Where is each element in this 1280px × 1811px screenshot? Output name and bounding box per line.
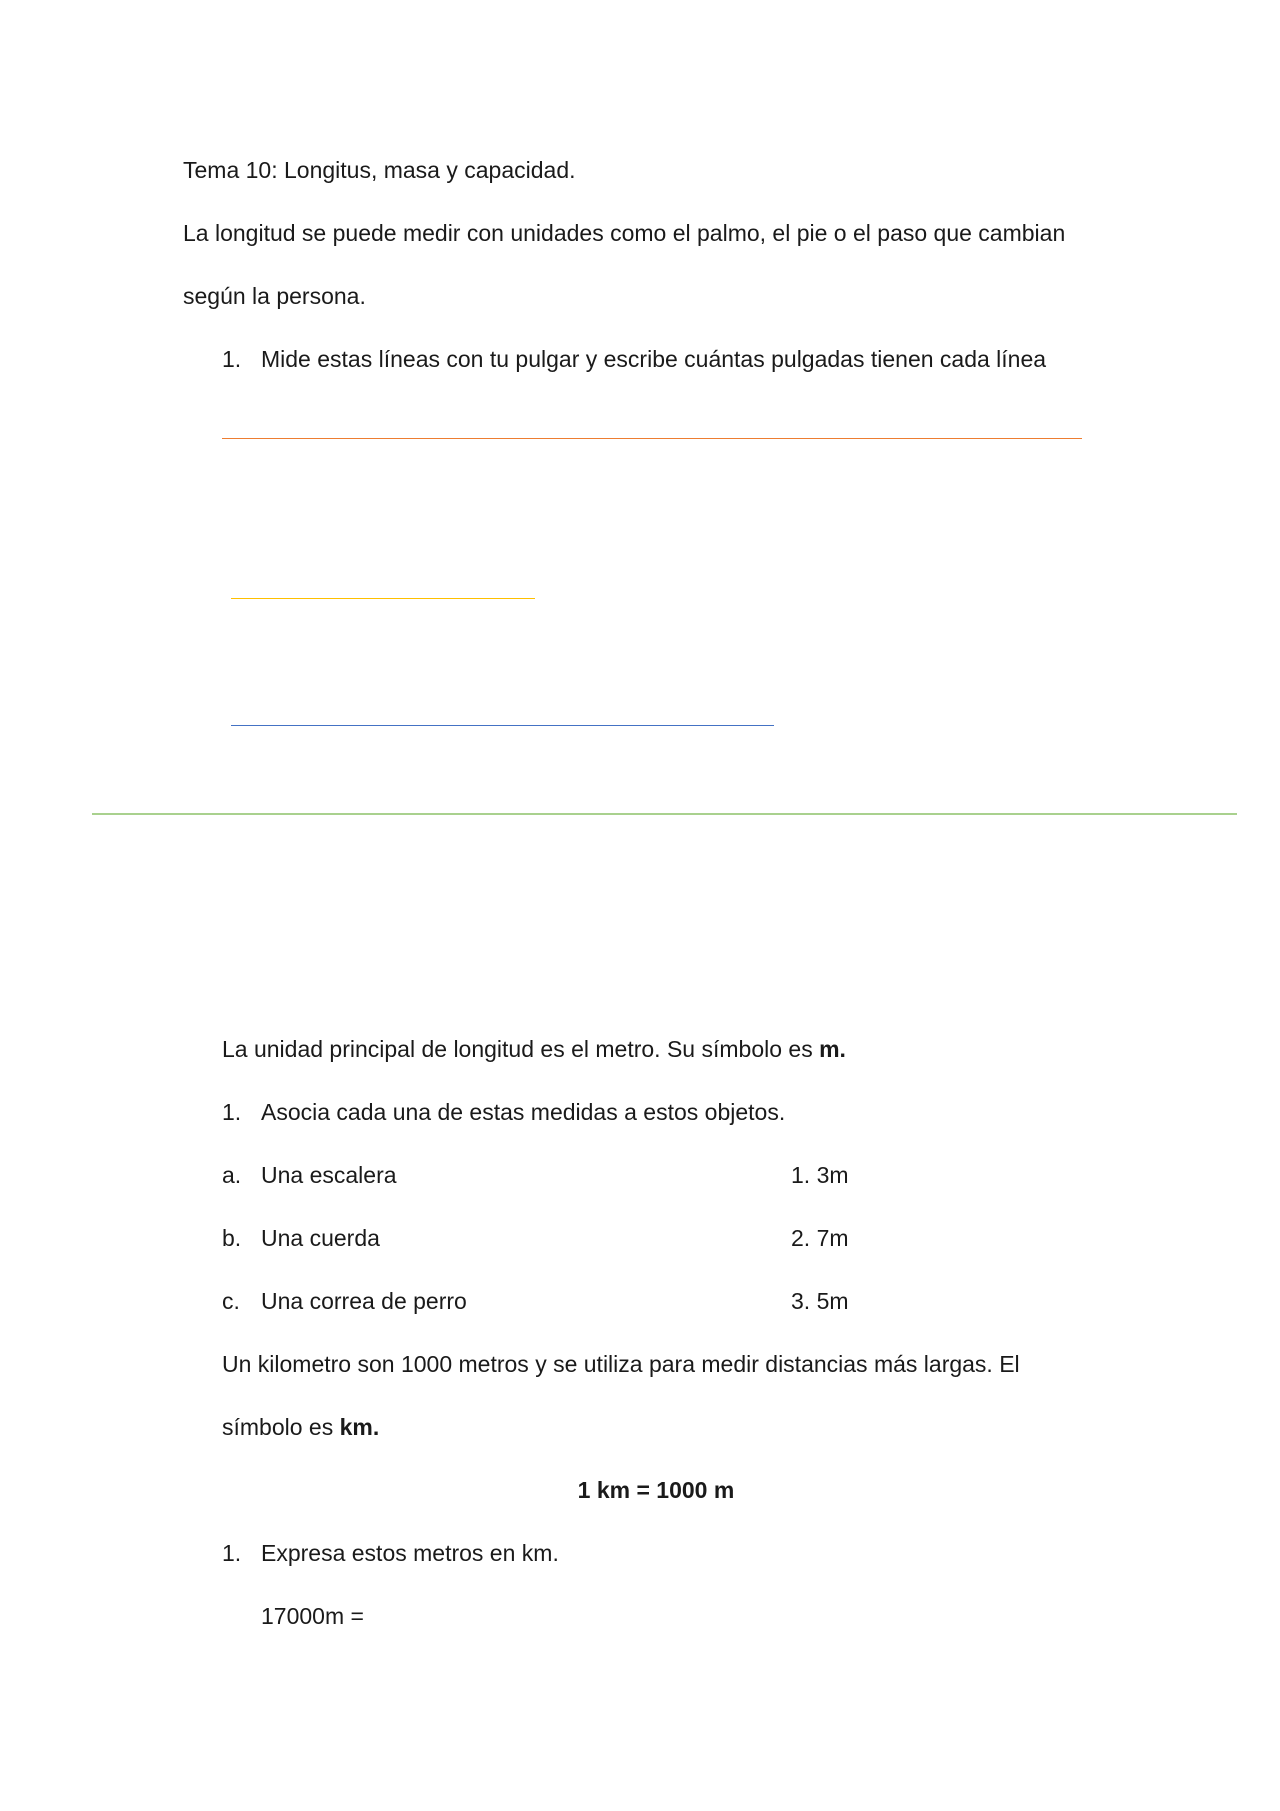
exercise-number: 1.: [222, 346, 242, 372]
list-item-letter: c.: [222, 1288, 240, 1314]
page-title: Tema 10: Longitus, masa y capacidad.: [183, 157, 576, 183]
metre-paragraph-text: La unidad principal de longitud es el metro. Su símbolo es: [222, 1036, 820, 1062]
km-equation: [0, 1475, 1280, 1505]
exercise-number: 1.: [222, 1540, 242, 1566]
list-item-measure: 1. 3m: [791, 1162, 849, 1188]
km-symbol: km.: [339, 1414, 380, 1440]
list-item-measure: 3. 5m: [791, 1288, 849, 1314]
list-item-object: Una correa de perro: [261, 1288, 467, 1314]
exercise-text: Expresa estos metros en km.: [261, 1540, 559, 1566]
exercise-match-objects: [222, 1097, 785, 1127]
exercise-text: Mide estas líneas con tu pulgar y escribe cuántas pulgadas tienen cada línea: [261, 346, 1047, 372]
list-item-letter: b.: [222, 1225, 242, 1251]
list-item-object: Una escalera: [261, 1162, 397, 1188]
metre-paragraph: [222, 1034, 846, 1064]
list-item-measure: 2. 7m: [791, 1225, 849, 1251]
intro-paragraph-line-2: según la persona.: [183, 283, 366, 309]
list-item-a: [222, 1160, 397, 1190]
km-equation-text: 1 km = 1000 m: [577, 1477, 735, 1503]
metre-symbol: m.: [819, 1036, 846, 1062]
exercise-measure-lines: [222, 344, 1046, 374]
km-paragraph-line-2: [222, 1412, 379, 1442]
list-item-letter: a.: [222, 1162, 242, 1188]
list-item-c: [222, 1286, 467, 1316]
exercise-text: Asocia cada una de estas medidas a estos objetos.: [261, 1099, 786, 1125]
intro-paragraph-line-1: La longitud se puede medir con unidades como el palmo, el pie o el paso que cambian: [183, 220, 1066, 246]
list-item-object: Una cuerda: [261, 1225, 380, 1251]
list-item-b: [222, 1223, 380, 1253]
section-divider: [92, 813, 1237, 815]
measure-line-orange: [222, 438, 1082, 439]
measure-line-blue: [231, 725, 774, 726]
measure-line-yellow: [231, 598, 535, 599]
km-paragraph-text: símbolo es: [222, 1414, 340, 1440]
exercise-convert: [222, 1538, 559, 1568]
exercise-number: 1.: [222, 1099, 242, 1125]
km-paragraph-line-1: Un kilometro son 1000 metros y se utiliza para medir distancias más largas. El: [222, 1351, 1020, 1377]
conversion-item: 17000m =: [261, 1603, 364, 1629]
